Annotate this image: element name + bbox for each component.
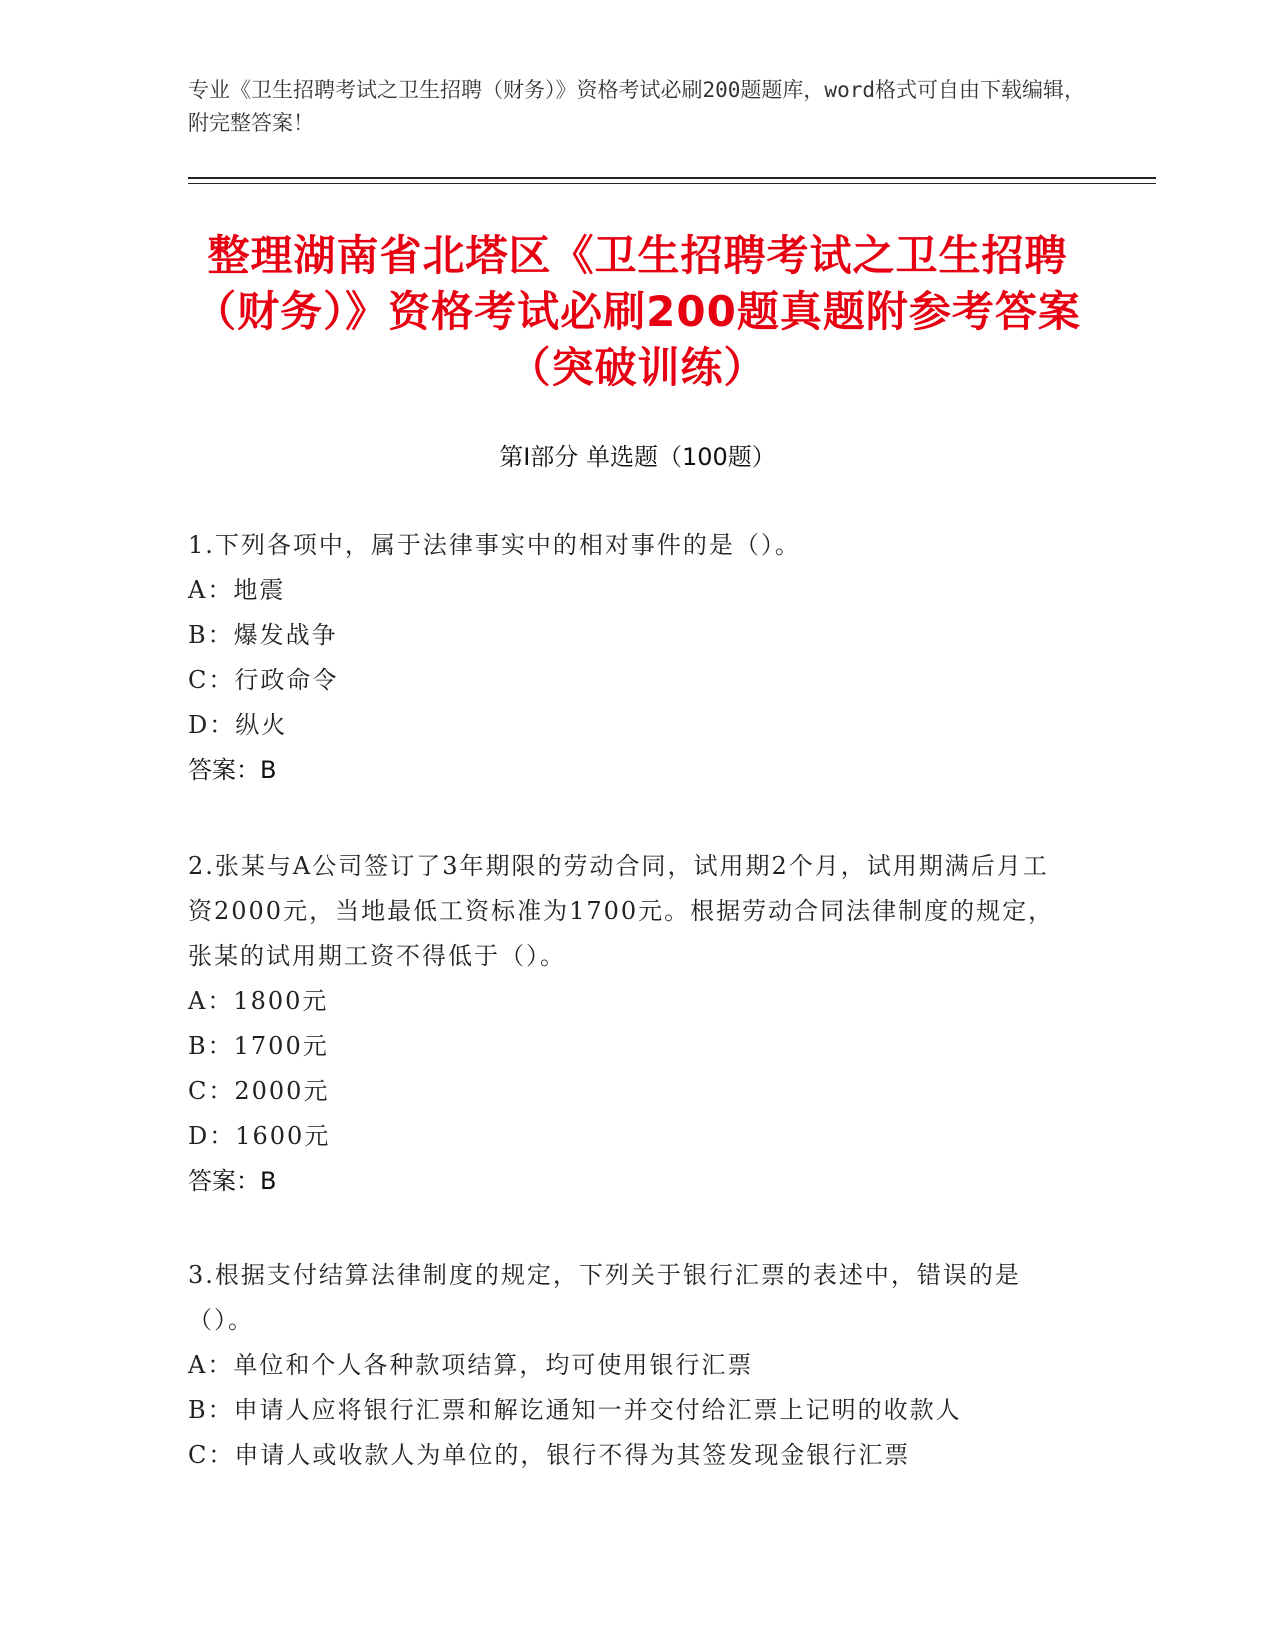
answer-line: 答案：B <box>188 1167 277 1195</box>
option-c: C：申请人或收款人为单位的，银行不得为其签发现金银行汇票 <box>188 1441 911 1469</box>
option-b: B：爆发战争 <box>188 621 338 649</box>
question-block <box>188 1253 1068 1478</box>
option-a: A：单位和个人各种款项结算，均可使用银行汇票 <box>188 1351 754 1379</box>
option-a: A：1800元 <box>188 987 329 1015</box>
option-d: D：1600元 <box>188 1122 331 1150</box>
question-stem: 3.根据支付结算法律制度的规定，下列关于银行汇票的表述中，错误的是（）。 <box>188 1261 1021 1334</box>
question-block <box>188 844 1068 1204</box>
option-b: B：1700元 <box>188 1032 329 1060</box>
question-stem: 1.下列各项中，属于法律事实中的相对事件的是（）。 <box>188 531 801 559</box>
option-c: C：行政命令 <box>188 666 339 694</box>
option-c: C：2000元 <box>188 1077 330 1105</box>
option-b: B：申请人应将银行汇票和解讫通知一并交付给汇票上记明的收款人 <box>188 1396 962 1424</box>
answer-line: 答案：B <box>188 756 277 784</box>
option-a: A：地震 <box>188 576 286 604</box>
document-title: 整理湖南省北塔区《卫生招聘考试之卫生招聘（财务）》资格考试必刷200题真题附参考答案（突破训练） <box>194 231 1081 392</box>
section-heading: 第Ⅰ部分 单选题（100题） <box>499 443 776 471</box>
header-rule-thin <box>188 183 1156 184</box>
header-rule-thick <box>188 177 1156 179</box>
option-d: D：纵火 <box>188 711 288 739</box>
header-note: 专业《卫生招聘考试之卫生招聘（财务）》资格考试必刷200题题库，word格式可自由下载编辑，附完整答案！ <box>188 78 1085 135</box>
question-block <box>188 523 1068 793</box>
question-stem: 2.张某与A公司签订了3年期限的劳动合同，试用期2个月，试用期满后月工资2000元，当地最低工资标准为1700元。根据劳动合同法律制度的规定，张某的试用期工资不得低于（）。 <box>188 852 1055 970</box>
